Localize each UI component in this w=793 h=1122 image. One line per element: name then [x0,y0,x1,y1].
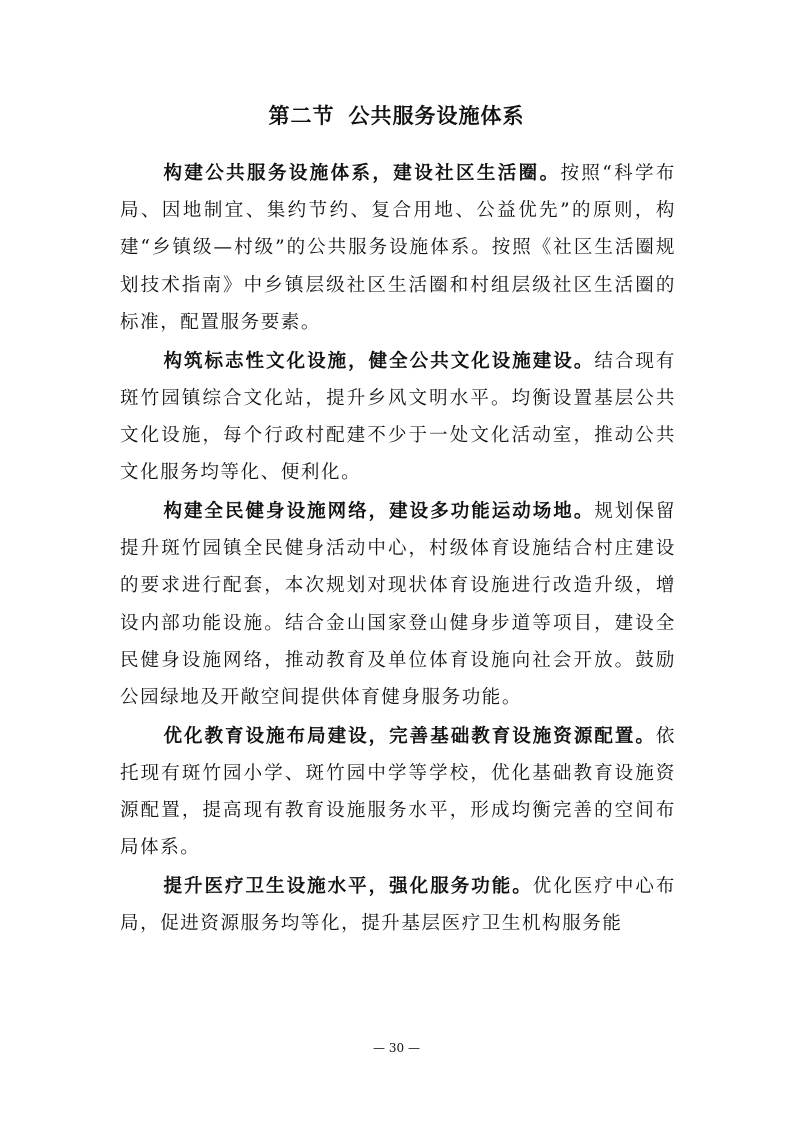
section-title: 公共服务设施体系 [348,104,525,128]
paragraph-text: 结合现有斑竹园镇综合文化站，提升乡风文明水平。均衡设置基层公共文化设施，每个行政村配建不少于一处文化活动室，推动公共文化服务均等化、便利化。 [120,350,676,484]
section-number: 第二节 [268,104,335,128]
paragraph-fitness-network [120,493,676,716]
paragraph-cultural-facilities [120,343,676,492]
paragraph-lead: 优化教育设施布局建设，完善基础教育设施资源配置。 [163,725,656,747]
page-number: — 30 — [373,1041,420,1055]
section-heading [0,98,793,134]
paragraph-text: 依托现有斑竹园小学、斑竹园中学等学校，优化基础教育设施资源配置，提高现有教育设施服务水平，形成均衡完善的空间布局体系。 [120,725,676,859]
paragraph-text: 按照“科学布局、因地制宜、集约节约、复合用地、公益优先”的原则，构建“乡镇级—村级”的公共服务设施体系。按照《社区生活圈规划技术指南》中乡镇层级社区生活圈和村组层级社区生活圈的标准，配置服务要素。 [120,163,676,333]
paragraph-lead: 构建全民健身设施网络，建设多功能运动场地。 [163,501,595,523]
paragraph-lead: 构筑标志性文化设施，健全公共文化设施建设。 [163,350,595,372]
paragraph-text: 规划保留提升斑竹园镇全民健身活动中心，村级体育设施结合村庄建设的要求进行配套，本次规划对现状体育设施进行改造升级，增设内部功能设施。结合金山国家登山健身步道等项目，建设全民健身设施网络，推动教育及单位体育设施向社会开放。鼓励公园绿地及开敞空间提供体育健身服务功能。 [120,501,676,709]
paragraph-community-life-circle [120,155,676,341]
paragraph-medical-facilities [120,868,676,942]
paragraph-education-facilities [120,718,676,867]
paragraph-lead: 构建公共服务设施体系，建设社区生活圈。 [163,163,561,184]
paragraph-lead: 提升医疗卫生设施水平，强化服务功能。 [163,876,533,898]
paragraph-text: 优化医疗中心布局，促进资源服务均等化，提升基层医疗卫生机构服务能 [120,876,677,935]
body-text [120,155,676,944]
